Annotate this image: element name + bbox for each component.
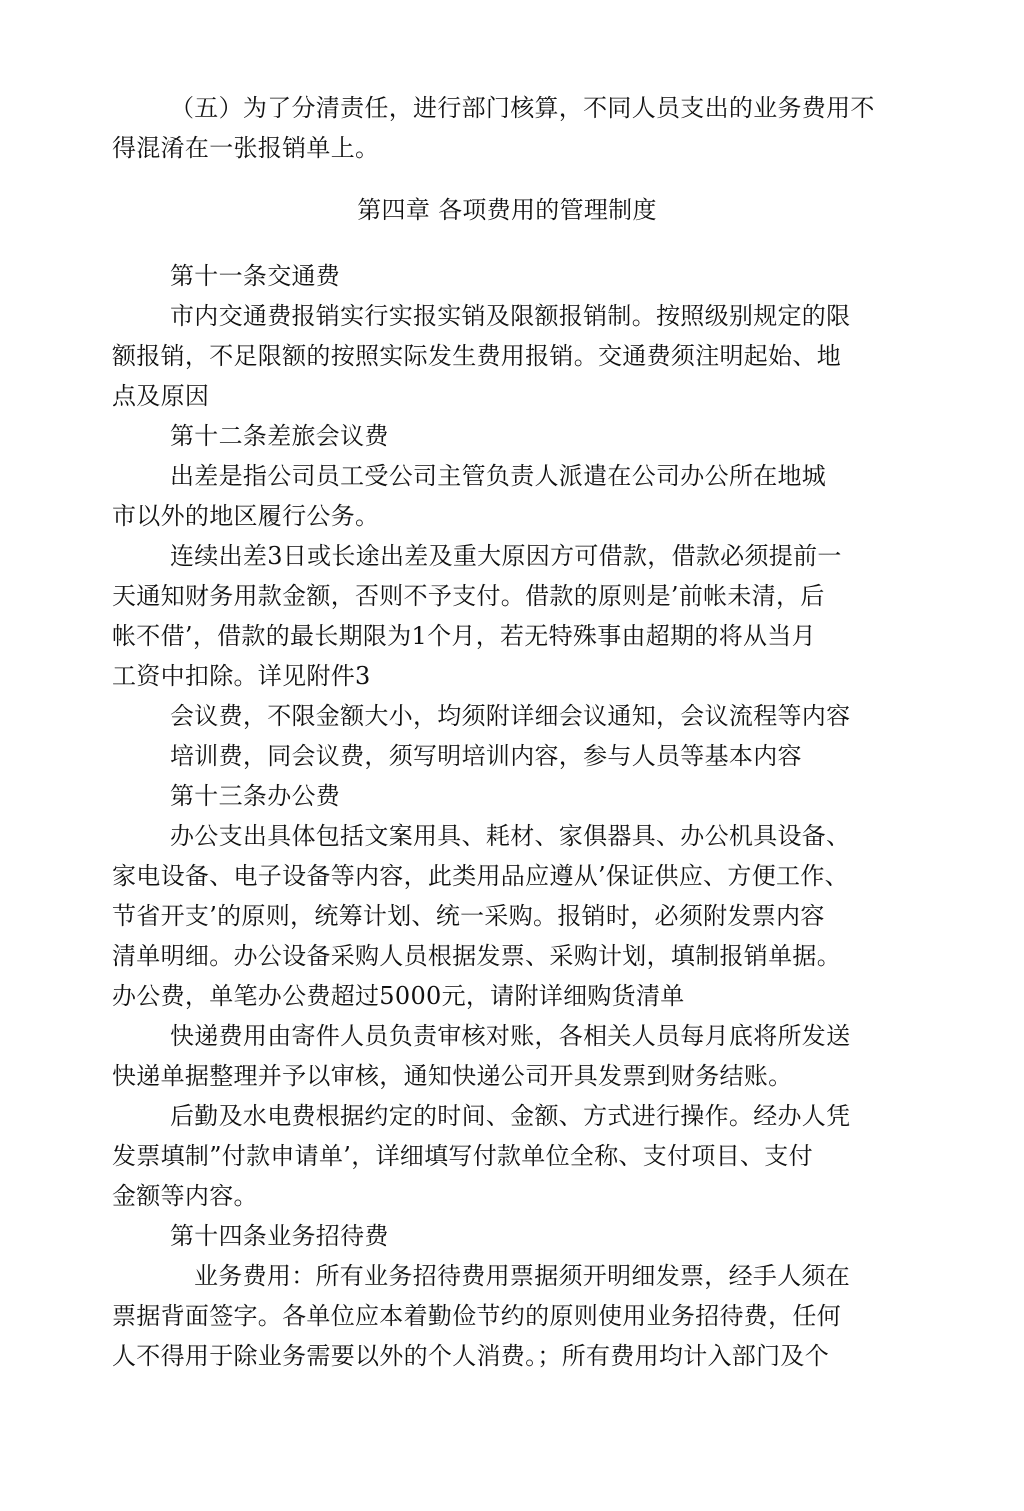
paragraph-line: 会议费，不限金额大小，均须附详细会议通知，会议流程等内容 (170, 702, 851, 730)
paragraph-line: 得混淆在一张报销单上。 (112, 134, 380, 162)
paragraph-line: 天通知财务用款金额，否则不予支付。借款的原则是’前帐未清，后 (112, 582, 825, 610)
paragraph-line: （五）为了分清责任，进行部门核算，不同人员支出的业务费用不 (170, 94, 875, 122)
paragraph-line: 市内交通费报销实行实报实销及限额报销制。按照级别规定的限 (170, 302, 851, 330)
article-heading: 第十二条差旅会议费 (170, 422, 389, 450)
paragraph-line: 快递费用由寄件人员负责审核对账，各相关人员每月底将所发送 (170, 1022, 851, 1050)
paragraph-line: 快递单据整理并予以审核，通知快递公司开具发票到财务结账。 (112, 1062, 793, 1090)
paragraph-line: 帐不借’，借款的最长期限为1个月，若无特殊事由超期的将从当月 (112, 622, 816, 650)
paragraph-line: 培训费，同会议费，须写明培训内容，参与人员等基本内容 (170, 742, 802, 770)
paragraph-line: 节省开支’的原则，统筹计划、统一采购。报销时，必须附发票内容 (112, 902, 825, 930)
paragraph-line: 点及原因 (112, 382, 210, 410)
paragraph-line: 票据背面签字。各单位应本着勤俭节约的原则使用业务招待费，任何 (112, 1302, 841, 1330)
paragraph-line: 出差是指公司员工受公司主管负责人派遣在公司办公所在地城 (170, 462, 827, 490)
paragraph-line: 连续出差3日或长途出差及重大原因方可借款，借款必须提前一 (170, 542, 842, 570)
paragraph-line: 工资中扣除。详见附件3 (112, 662, 371, 690)
article-heading: 第十三条办公费 (170, 782, 341, 810)
paragraph-line: 金额等内容。 (112, 1182, 258, 1210)
chapter-title: 第四章 各项费用的管理制度 (357, 196, 657, 224)
paragraph-line: 后勤及水电费根据约定的时间、金额、方式进行操作。经办人凭 (170, 1102, 851, 1130)
paragraph-line: 业务费用：所有业务招待费用票据须开明细发票，经手人须在 (194, 1262, 851, 1290)
paragraph-line: 清单明细。办公设备采购人员根据发票、采购计划，填制报销单据。 (112, 942, 841, 970)
paragraph-line: 发票填制”付款申请单’，详细填写付款单位全称、支付项目、支付 (112, 1142, 813, 1170)
paragraph-line: 人不得用于除业务需要以外的个人消费。；所有费用均计入部门及个 (112, 1342, 829, 1370)
paragraph-line: 办公支出具体包括文案用具、耗材、家俱器具、办公机具设备、 (170, 822, 851, 850)
document-body (112, 88, 902, 1376)
article-heading: 第十四条业务招待费 (170, 1222, 389, 1250)
article-heading: 第十一条交通费 (170, 262, 341, 290)
paragraph-line: 额报销，不足限额的按照实际发生费用报销。交通费须注明起始、地 (112, 342, 841, 370)
paragraph-line: 办公费，单笔办公费超过5000元，请附详细购货清单 (112, 982, 685, 1010)
paragraph-line: 家电设备、电子设备等内容，此类用品应遵从’保证供应、方便工作、 (112, 862, 849, 890)
paragraph-line: 市以外的地区履行公务。 (112, 502, 380, 530)
